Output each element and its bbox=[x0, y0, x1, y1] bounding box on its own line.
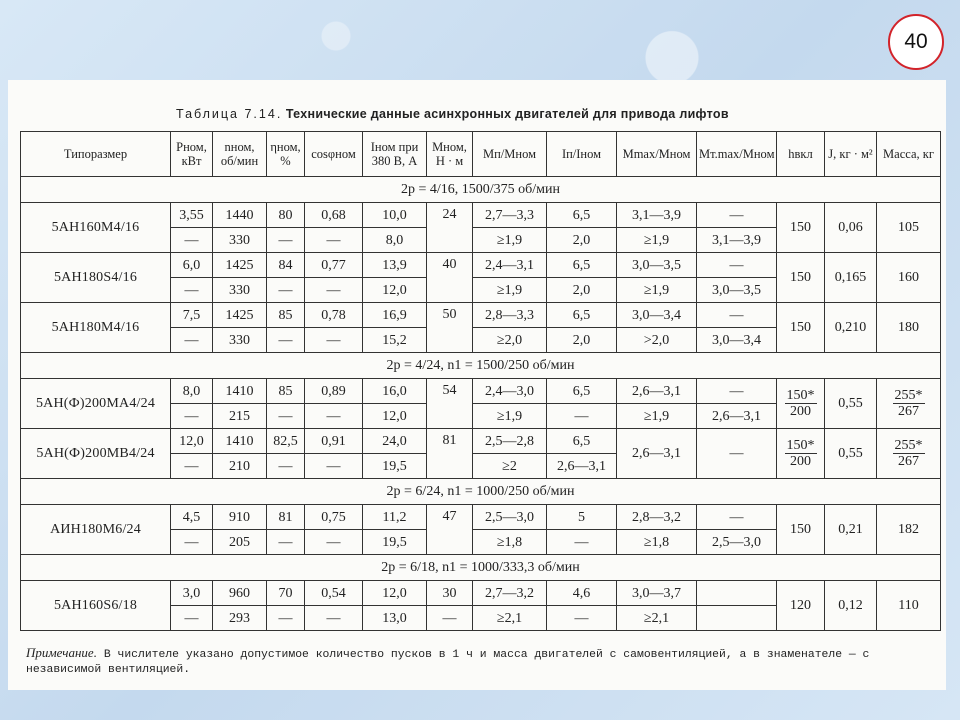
cell-speed: 1440 bbox=[213, 203, 267, 228]
cell-inertia: 0,210 bbox=[825, 303, 877, 353]
cell-inertia: 0,06 bbox=[825, 203, 877, 253]
cell-cos-phi: 0,68 bbox=[305, 203, 363, 228]
cell-cos-phi: — bbox=[305, 606, 363, 631]
table-row bbox=[21, 505, 941, 530]
cell-cos-phi: 0,89 bbox=[305, 379, 363, 404]
cell-current: 8,0 bbox=[363, 228, 427, 253]
cell-start-current-ratio: 2,0 bbox=[547, 328, 617, 353]
note-label: Примечание. bbox=[26, 645, 97, 660]
cell-start-torque-ratio: 2,5—2,8 bbox=[473, 429, 547, 454]
header-brake-torque-ratio: Mт.max/Mном bbox=[697, 132, 777, 177]
section-title: 2p = 6/24, n1 = 1000/250 об/мин bbox=[21, 479, 941, 505]
cell-speed: 1425 bbox=[213, 303, 267, 328]
mass-fraction bbox=[893, 438, 925, 469]
cell-mass bbox=[877, 379, 941, 429]
cell-mass: 182 bbox=[877, 505, 941, 555]
motor-model: 5АН(Ф)200МВ4/24 bbox=[21, 429, 171, 479]
header-power: Pном, кВт bbox=[171, 132, 213, 177]
cell-starts-per-hour bbox=[777, 379, 825, 429]
cell-start-torque-ratio: ≥1,8 bbox=[473, 530, 547, 555]
cell-current: 19,5 bbox=[363, 454, 427, 479]
cell-brake-torque-ratio bbox=[697, 606, 777, 631]
cell-efficiency: — bbox=[267, 454, 305, 479]
cell-start-torque-ratio: 2,7—3,2 bbox=[473, 581, 547, 606]
cell-start-torque-ratio: ≥2,1 bbox=[473, 606, 547, 631]
cell-efficiency: 84 bbox=[267, 253, 305, 278]
cell-start-current-ratio: 2,0 bbox=[547, 228, 617, 253]
cell-speed: 293 bbox=[213, 606, 267, 631]
cell-max-torque-ratio: ≥1,9 bbox=[617, 404, 697, 429]
cell-mass bbox=[877, 429, 941, 479]
cell-start-current-ratio: 6,5 bbox=[547, 303, 617, 328]
cell-start-current-ratio: 4,6 bbox=[547, 581, 617, 606]
section-title: 2p = 4/24, n1 = 1500/250 об/мин bbox=[21, 353, 941, 379]
cell-mass: 110 bbox=[877, 581, 941, 631]
cell-brake-torque-ratio bbox=[697, 581, 777, 606]
cell-start-current-ratio: — bbox=[547, 404, 617, 429]
cell-max-torque-ratio: 2,8—3,2 bbox=[617, 505, 697, 530]
cell-current: 19,5 bbox=[363, 530, 427, 555]
cell-speed: 330 bbox=[213, 278, 267, 303]
cell-power: — bbox=[171, 404, 213, 429]
cell-power: — bbox=[171, 328, 213, 353]
cell-max-torque-ratio: 3,0—3,4 bbox=[617, 303, 697, 328]
cell-power: 8,0 bbox=[171, 379, 213, 404]
cell-max-torque-ratio: ≥2,1 bbox=[617, 606, 697, 631]
cell-start-current-ratio: 5 bbox=[547, 505, 617, 530]
cell-power: 7,5 bbox=[171, 303, 213, 328]
cell-starts-per-hour: 150 bbox=[777, 505, 825, 555]
cell-starts-per-hour: 150 bbox=[777, 203, 825, 253]
cell-start-torque-ratio: 2,5—3,0 bbox=[473, 505, 547, 530]
fraction-numerator: 255* bbox=[894, 438, 923, 453]
section-row bbox=[21, 353, 941, 379]
cell-max-torque-ratio: 2,6—3,1 bbox=[617, 379, 697, 404]
cell-start-torque-ratio: 2,7—3,3 bbox=[473, 203, 547, 228]
header-current: Iном при 380 В, А bbox=[363, 132, 427, 177]
cell-efficiency: — bbox=[267, 228, 305, 253]
table-row bbox=[21, 379, 941, 404]
cell-start-current-ratio: 6,5 bbox=[547, 253, 617, 278]
cell-efficiency: 85 bbox=[267, 303, 305, 328]
cell-speed: 205 bbox=[213, 530, 267, 555]
cell-current: 16,0 bbox=[363, 379, 427, 404]
cell-mass: 180 bbox=[877, 303, 941, 353]
header-type: Типоразмер bbox=[21, 132, 171, 177]
header-starts-per-hour: hвкл bbox=[777, 132, 825, 177]
cell-cos-phi: 0,54 bbox=[305, 581, 363, 606]
cell-cos-phi: 0,78 bbox=[305, 303, 363, 328]
note-text: В числителе указано допустимое количество пусков в 1 ч и масса двигателей с самовентиляцией, а в знаменателе — с независимой вентиляцией. bbox=[26, 649, 870, 676]
cell-start-torque-ratio: 2,4—3,0 bbox=[473, 379, 547, 404]
cell-efficiency: 70 bbox=[267, 581, 305, 606]
cell-inertia: 0,12 bbox=[825, 581, 877, 631]
cell-current: 15,2 bbox=[363, 328, 427, 353]
cell-current: 12,0 bbox=[363, 278, 427, 303]
table-row bbox=[21, 203, 941, 228]
cell-brake-torque-ratio: 3,1—3,9 bbox=[697, 228, 777, 253]
fraction-denominator: 200 bbox=[790, 454, 811, 469]
motor-model: 5АН160М4/16 bbox=[21, 203, 171, 253]
table-note bbox=[26, 645, 936, 678]
fraction-numerator: 150* bbox=[786, 438, 815, 453]
cell-brake-torque-ratio: 3,0—3,4 bbox=[697, 328, 777, 353]
cell-brake-torque-ratio: — bbox=[697, 253, 777, 278]
cell-efficiency: 82,5 bbox=[267, 429, 305, 454]
cell-power: 3,0 bbox=[171, 581, 213, 606]
header-inertia: J, кг · м² bbox=[825, 132, 877, 177]
cell-start-torque-ratio: ≥1,9 bbox=[473, 228, 547, 253]
cell-current: 12,0 bbox=[363, 581, 427, 606]
cell-start-torque-ratio: ≥2 bbox=[473, 454, 547, 479]
cell-current: 13,0 bbox=[363, 606, 427, 631]
cell-power: — bbox=[171, 228, 213, 253]
cell-speed: 1425 bbox=[213, 253, 267, 278]
table-header-row bbox=[21, 132, 941, 177]
table-row bbox=[21, 303, 941, 328]
document-sheet bbox=[8, 80, 946, 690]
cell-starts-per-hour bbox=[777, 429, 825, 479]
cell-inertia: 0,55 bbox=[825, 379, 877, 429]
cell-cos-phi: — bbox=[305, 228, 363, 253]
cell-mass: 160 bbox=[877, 253, 941, 303]
cell-cos-phi: 0,75 bbox=[305, 505, 363, 530]
cell-brake-torque-ratio: — bbox=[697, 379, 777, 404]
cell-torque: — bbox=[427, 606, 473, 631]
cell-cos-phi: 0,91 bbox=[305, 429, 363, 454]
cell-starts-per-hour: 120 bbox=[777, 581, 825, 631]
mass-fraction bbox=[893, 388, 925, 419]
cell-start-torque-ratio: ≥1,9 bbox=[473, 278, 547, 303]
cell-power: — bbox=[171, 278, 213, 303]
fraction-denominator: 200 bbox=[790, 404, 811, 419]
cell-current: 11,2 bbox=[363, 505, 427, 530]
cell-torque: 81 bbox=[427, 429, 473, 479]
cell-inertia: 0,165 bbox=[825, 253, 877, 303]
motor-model: 5АН(Ф)200МА4/24 bbox=[21, 379, 171, 429]
cell-max-torque-ratio: ≥1,8 bbox=[617, 530, 697, 555]
cell-max-torque-ratio: ≥1,9 bbox=[617, 228, 697, 253]
cell-torque: 47 bbox=[427, 505, 473, 555]
table-row bbox=[21, 429, 941, 454]
header-speed: nном, об/мин bbox=[213, 132, 267, 177]
cell-speed: 960 bbox=[213, 581, 267, 606]
cell-cos-phi: — bbox=[305, 278, 363, 303]
cell-current: 24,0 bbox=[363, 429, 427, 454]
cell-cos-phi: — bbox=[305, 454, 363, 479]
cell-start-current-ratio: 6,5 bbox=[547, 203, 617, 228]
caption-label: Таблица 7.14. bbox=[176, 107, 283, 121]
section-row bbox=[21, 479, 941, 505]
cell-brake-torque-ratio: 2,5—3,0 bbox=[697, 530, 777, 555]
cell-current: 16,9 bbox=[363, 303, 427, 328]
cell-power: 3,55 bbox=[171, 203, 213, 228]
cell-brake-torque-ratio: — bbox=[697, 505, 777, 530]
page-number-badge: 40 bbox=[888, 14, 944, 70]
starts-fraction bbox=[785, 438, 817, 469]
cell-max-torque-ratio: 2,6—3,1 bbox=[617, 429, 697, 479]
table-row bbox=[21, 253, 941, 278]
section-row bbox=[21, 555, 941, 581]
motor-model: 5АН160S6/18 bbox=[21, 581, 171, 631]
cell-brake-torque-ratio: 2,6—3,1 bbox=[697, 404, 777, 429]
section-row bbox=[21, 177, 941, 203]
cell-efficiency: — bbox=[267, 530, 305, 555]
cell-current: 13,9 bbox=[363, 253, 427, 278]
cell-start-torque-ratio: 2,8—3,3 bbox=[473, 303, 547, 328]
cell-power: 4,5 bbox=[171, 505, 213, 530]
header-cos-phi: cosφном bbox=[305, 132, 363, 177]
header-torque: Mном, Н · м bbox=[427, 132, 473, 177]
cell-efficiency: — bbox=[267, 606, 305, 631]
cell-efficiency: 80 bbox=[267, 203, 305, 228]
motor-model: 5АН180S4/16 bbox=[21, 253, 171, 303]
fraction-denominator: 267 bbox=[898, 404, 919, 419]
section-title: 2p = 4/16, 1500/375 об/мин bbox=[21, 177, 941, 203]
cell-power: — bbox=[171, 606, 213, 631]
cell-start-current-ratio: — bbox=[547, 530, 617, 555]
cell-speed: 330 bbox=[213, 328, 267, 353]
header-max-torque-ratio: Mmax/Mном bbox=[617, 132, 697, 177]
starts-fraction bbox=[785, 388, 817, 419]
table-row bbox=[21, 581, 941, 606]
cell-cos-phi: — bbox=[305, 530, 363, 555]
cell-current: 12,0 bbox=[363, 404, 427, 429]
cell-speed: 910 bbox=[213, 505, 267, 530]
motor-model: 5АН180М4/16 bbox=[21, 303, 171, 353]
cell-power: — bbox=[171, 454, 213, 479]
cell-starts-per-hour: 150 bbox=[777, 253, 825, 303]
cell-cos-phi: — bbox=[305, 328, 363, 353]
cell-brake-torque-ratio: 3,0—3,5 bbox=[697, 278, 777, 303]
cell-start-torque-ratio: 2,4—3,1 bbox=[473, 253, 547, 278]
cell-efficiency: — bbox=[267, 404, 305, 429]
motor-model: АИН180М6/24 bbox=[21, 505, 171, 555]
cell-current: 10,0 bbox=[363, 203, 427, 228]
cell-power: — bbox=[171, 530, 213, 555]
cell-cos-phi: — bbox=[305, 404, 363, 429]
cell-efficiency: 81 bbox=[267, 505, 305, 530]
cell-brake-torque-ratio: — bbox=[697, 429, 777, 479]
fraction-numerator: 150* bbox=[786, 388, 815, 403]
header-start-torque-ratio: Mп/Mном bbox=[473, 132, 547, 177]
cell-torque: 54 bbox=[427, 379, 473, 429]
cell-max-torque-ratio: ≥1,9 bbox=[617, 278, 697, 303]
cell-start-current-ratio: 2,6—3,1 bbox=[547, 454, 617, 479]
fraction-numerator: 255* bbox=[894, 388, 923, 403]
cell-brake-torque-ratio: — bbox=[697, 203, 777, 228]
header-mass: Масса, кг bbox=[877, 132, 941, 177]
cell-power: 6,0 bbox=[171, 253, 213, 278]
cell-efficiency: — bbox=[267, 278, 305, 303]
cell-torque: 30 bbox=[427, 581, 473, 606]
cell-efficiency: 85 bbox=[267, 379, 305, 404]
cell-inertia: 0,55 bbox=[825, 429, 877, 479]
cell-start-current-ratio: — bbox=[547, 606, 617, 631]
table-caption bbox=[176, 106, 729, 122]
motor-spec-table bbox=[20, 131, 941, 631]
cell-mass: 105 bbox=[877, 203, 941, 253]
cell-starts-per-hour: 150 bbox=[777, 303, 825, 353]
cell-brake-torque-ratio: — bbox=[697, 303, 777, 328]
cell-torque: 50 bbox=[427, 303, 473, 353]
caption-title: Технические данные асинхронных двигателей для привода лифтов bbox=[285, 107, 729, 121]
cell-torque: 40 bbox=[427, 253, 473, 303]
section-title: 2p = 6/18, n1 = 1000/333,3 об/мин bbox=[21, 555, 941, 581]
cell-speed: 210 bbox=[213, 454, 267, 479]
cell-start-current-ratio: 6,5 bbox=[547, 379, 617, 404]
cell-speed: 1410 bbox=[213, 379, 267, 404]
cell-start-torque-ratio: ≥1,9 bbox=[473, 404, 547, 429]
header-efficiency: ηном, % bbox=[267, 132, 305, 177]
cell-inertia: 0,21 bbox=[825, 505, 877, 555]
cell-start-current-ratio: 2,0 bbox=[547, 278, 617, 303]
cell-speed: 1410 bbox=[213, 429, 267, 454]
cell-start-current-ratio: 6,5 bbox=[547, 429, 617, 454]
cell-start-torque-ratio: ≥2,0 bbox=[473, 328, 547, 353]
fraction-denominator: 267 bbox=[898, 454, 919, 469]
cell-speed: 215 bbox=[213, 404, 267, 429]
cell-max-torque-ratio: 3,1—3,9 bbox=[617, 203, 697, 228]
cell-max-torque-ratio: 3,0—3,7 bbox=[617, 581, 697, 606]
cell-max-torque-ratio: 3,0—3,5 bbox=[617, 253, 697, 278]
cell-power: 12,0 bbox=[171, 429, 213, 454]
cell-speed: 330 bbox=[213, 228, 267, 253]
cell-torque: 24 bbox=[427, 203, 473, 253]
header-start-current-ratio: Iп/Iном bbox=[547, 132, 617, 177]
cell-efficiency: — bbox=[267, 328, 305, 353]
cell-max-torque-ratio: >2,0 bbox=[617, 328, 697, 353]
cell-cos-phi: 0,77 bbox=[305, 253, 363, 278]
